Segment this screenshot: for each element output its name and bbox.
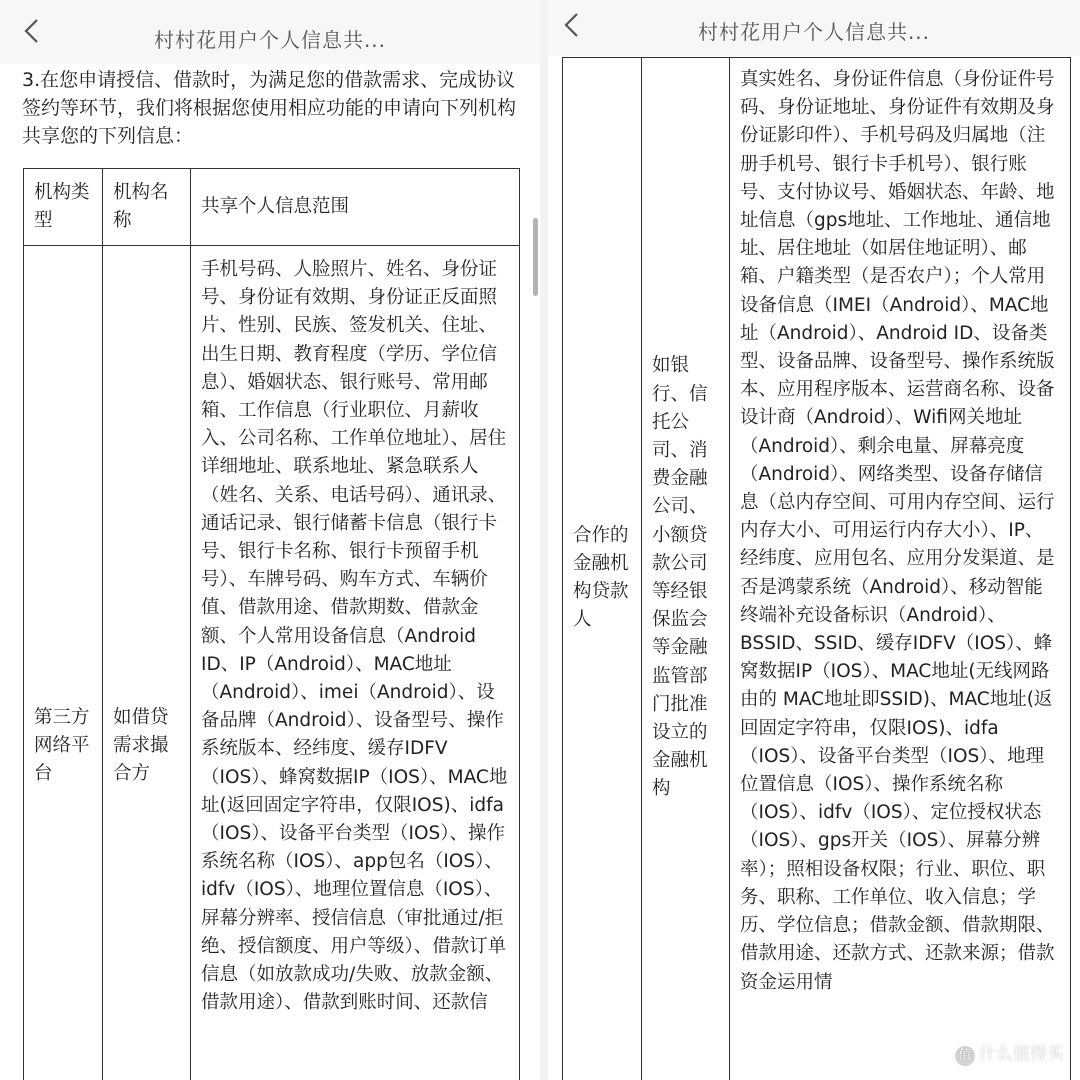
intro-paragraph: 3.在您申请授信、借款时，为满足您的借款需求、完成协议签约等环节，我们将根据您使用相应功能的申请向下列机构共享您的下列信息： — [22, 69, 517, 147]
header-org-name: 机构名称 — [103, 169, 191, 246]
watermark — [955, 1039, 1064, 1066]
cell-org-type: 第三方网络平台 — [24, 246, 103, 1080]
page-title: 村村花用户个人信息共... — [697, 20, 931, 44]
cell-org-name: 如银行、信托公司、消费金融公司、小额贷款公司等经银保监会等金融监管部门批准设立的金融机构 — [642, 58, 730, 1080]
table-row — [563, 58, 1071, 1080]
table-row — [24, 246, 520, 1080]
sharing-table — [562, 57, 1071, 1080]
page-title: 村村花用户个人信息共... — [153, 28, 387, 52]
panel-divider — [540, 0, 548, 1080]
watermark-logo-icon: 值 — [955, 1046, 975, 1066]
table-header-row — [24, 169, 520, 246]
cell-info-scope: 手机号码、人脸照片、姓名、身份证号、身份证有效期、身份证正反面照片、性别、民族、签发机关、住址、出生日期、教育程度（学历、学位信息）、婚姻状态、银行账号、常用邮箱、工作信息（行业职位、月薪收入、公司名称、工作单位地址）、居住详细地址、联系地址、紧急联系人（姓名、关系、电话号码）、通讯录、通话记录、银行储蓄卡信息（银行卡号、银行卡名称、银行卡预留手机号）、车牌号码、购车方式、车辆价值、借款用途、借款期数、借款金额、个人常用设备信息（Android ID、IP（Android）、MAC地址（Android）、imei（Android）、设备品牌（Android）、设备型号、操作系统版本、经纬度、缓存IDFV（IOS）、蜂窝数据IP（IOS）、MAC地址(返回固定字符串，仅限IOS)、idfa（IOS）、设备平台类型（IOS）、操作系统名称（IOS）、app包名（IOS）、idfv（IOS）、地理位置信息（IOS）、屏幕分辨率、授信信息（审批通过/拒绝、授信额度、用户等级）、借款订单信息（如放款成功/失败、放款金额、借款用途）、借款到账时间、还款信 — [191, 246, 520, 1080]
header-org-type: 机构类型 — [24, 169, 103, 246]
watermark-text: 什么值得买 — [979, 1044, 1064, 1064]
cell-org-name: 如借贷需求撮合方 — [103, 246, 191, 1080]
header-info-scope: 共享个人信息范围 — [191, 169, 520, 246]
cell-org-type: 合作的金融机构贷款人 — [563, 58, 642, 1080]
sharing-table — [23, 168, 520, 1080]
nav-header — [548, 0, 1080, 56]
cell-info-scope: 真实姓名、身份证件信息（身份证件号码、身份证地址、身份证件有效期及身份证影印件）、手机号码及归属地（注册手机号、银行卡手机号）、银行账号、支付协议号、婚姻状态、年龄、地址信息（gps地址、工作地址、通信地址、居住地址（如居住地证明）、邮箱、户籍类型（是否农户）；个人常用设备信息（IMEI（Android）、MAC地址（Android）、Android ID、设备类型、设备品牌、设备型号、操作系统版本、应用程序版本、运营商名称、设备设计商（Android）、Wifi网关地址（Android）、剩余电量、屏幕亮度（Android）、网络类型、设备存储信息（总内存空间、可用内存空间、运行内存大小、可用运行内存大小）、IP、经纬度、应用包名、应用分发渠道、是否是鸿蒙系统（Android）、移动智能终端补充设备标识（Android）、BSSID、SSID、缓存IDFV（IOS）、蜂窝数据IP（IOS）、MAC地址(无线网路由的 MAC地址即SSID)、MAC地址(返回固定字符串，仅限IOS)、idfa（IOS）、设备平台类型（IOS）、地理位置信息（IOS）、操作系统名称（IOS）、idfv（IOS）、定位授权状态（IOS）、gps开关（IOS）、屏幕分辨率）；照相设备权限；行业、职位、职务、职称、工作单位、收入信息；学历、学位信息；借款金额、借款期限、借款用途、还款方式、还款来源；借款资金运用情 — [730, 58, 1071, 1080]
nav-header — [0, 0, 540, 64]
scrollbar-thumb[interactable] — [533, 218, 538, 296]
right-screen — [548, 0, 1080, 1080]
